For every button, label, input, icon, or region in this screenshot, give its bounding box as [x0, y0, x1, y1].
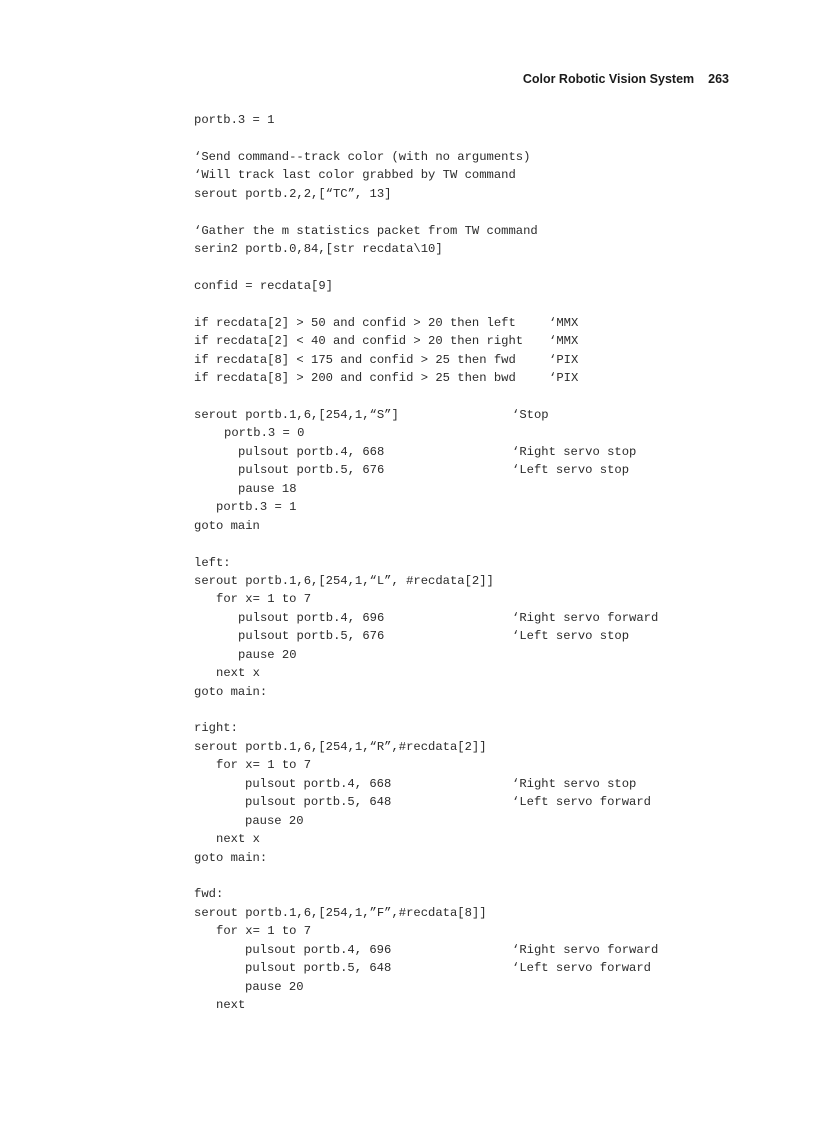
code-line: goto main:: [194, 684, 268, 699]
code-line: fwd:: [194, 887, 224, 902]
code-line: serout portb.1,6,[254,1,“S”] ‘Stop: [194, 406, 754, 424]
code-line: serout portb.2,2,[“TC”, 13]: [194, 186, 392, 201]
code-line: next: [216, 998, 246, 1012]
code-line: pulsout portb.4, 696 ‘Right servo forward: [194, 941, 754, 959]
code-comment: ‘MMX: [549, 315, 579, 330]
code-line: next x: [216, 832, 260, 847]
code-line: pause 18: [238, 481, 297, 496]
running-header: [523, 72, 729, 86]
code-line: pulsout portb.4, 668 ‘Right servo stop: [194, 443, 754, 461]
code-comment: ‘Right servo forward: [512, 610, 659, 625]
code-comment: ‘Stop: [512, 408, 549, 422]
code-line: pause 20: [238, 647, 297, 662]
code-line: for x= 1 to 7: [216, 592, 312, 607]
code-line: serout portb.1,6,[254,1,“R”,#recdata[2]]: [194, 739, 487, 754]
code-line: pulsout portb.5, 648 ‘Left servo forward: [194, 793, 754, 811]
code-line: pause 20: [245, 979, 304, 994]
code-line: goto main: [194, 518, 260, 533]
chapter-title: Color Robotic Vision System: [522, 72, 695, 86]
code-comment: ‘PIX: [549, 371, 579, 386]
code-comment: ‘Right servo stop: [512, 776, 637, 791]
code-comment: ‘Left servo stop: [512, 629, 630, 644]
code-line: if recdata[8] > 200 and confid > 25 then bwd ‘PIX: [194, 369, 754, 387]
code-line: pause 20: [245, 813, 304, 828]
code-line: pulsout portb.5, 676 ‘Left servo stop: [194, 461, 754, 479]
code-comment: ‘MMX: [549, 334, 579, 349]
code-comment: ‘Right servo stop: [512, 444, 637, 459]
code-line: serout portb.1,6,[254,1,“L”, #recdata[2]]: [194, 573, 494, 588]
code-line: portb.3 = 1: [194, 113, 275, 127]
code-line: if recdata[8] < 175 and confid > 25 then fwd ‘PIX: [194, 351, 754, 369]
code-comment: ‘Right servo forward: [512, 942, 659, 957]
code-line: if recdata[2] < 40 and confid > 20 then right ‘MMX: [194, 332, 754, 350]
code-comment: ‘Left servo stop: [512, 463, 630, 478]
code-line: if recdata[2] > 50 and confid > 20 then left ‘MMX: [194, 314, 754, 332]
code-line: pulsout portb.4, 696 ‘Right servo forward: [194, 609, 754, 627]
code-line: pulsout portb.4, 668 ‘Right servo stop: [194, 775, 754, 793]
code-line: portb.3 = 0: [224, 426, 305, 441]
code-line: next x: [216, 666, 260, 681]
code-line: pulsout portb.5, 676 ‘Left servo stop: [194, 627, 754, 645]
code-line: left:: [194, 555, 231, 570]
code-line: right:: [194, 721, 238, 736]
code-line: ‘Send command--track color (with no arguments): [194, 149, 531, 164]
code-line: serout portb.1,6,[254,1,”F”,#recdata[8]]: [194, 905, 487, 920]
code-listing: [194, 111, 754, 1014]
code-line: pulsout portb.5, 648 ‘Left servo forward: [194, 959, 754, 977]
code-line: goto main:: [194, 850, 268, 865]
code-line: ‘Will track last color grabbed by TW command: [194, 168, 516, 183]
code-comment: ‘Left servo forward: [512, 795, 651, 810]
code-line: for x= 1 to 7: [216, 924, 312, 939]
code-line: portb.3 = 1: [216, 500, 297, 515]
page-number: 263: [708, 72, 729, 86]
code-comment: ‘PIX: [549, 352, 579, 367]
code-line: ‘Gather the m statistics packet from TW command: [194, 223, 538, 238]
code-line: confid = recdata[9]: [194, 278, 333, 293]
code-line: for x= 1 to 7: [216, 758, 312, 773]
code-comment: ‘Left servo forward: [512, 961, 651, 976]
code-line: serin2 portb.0,84,[str recdata\10]: [194, 242, 443, 257]
